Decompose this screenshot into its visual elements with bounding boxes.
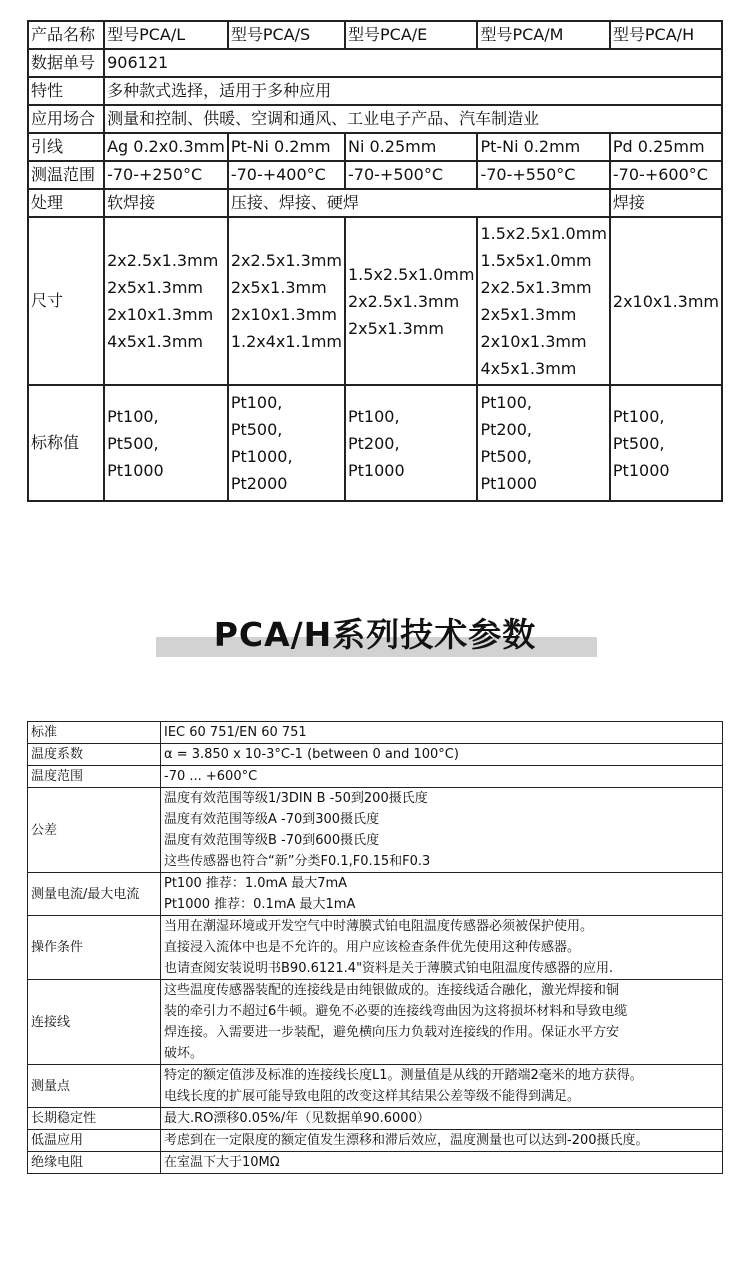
cell-line: 2x2.5x1.3mm bbox=[348, 291, 460, 311]
lead-cell: Ni 0.25mm bbox=[345, 133, 477, 161]
tech-row-value bbox=[161, 766, 723, 788]
row-label: 引线 bbox=[28, 133, 104, 161]
tech-row-label: 操作条件 bbox=[28, 916, 161, 980]
tech-row-value bbox=[161, 916, 723, 980]
cell-line: 2x2.5x1.3mm bbox=[107, 251, 219, 270]
application-row bbox=[28, 105, 722, 133]
tech-row-value bbox=[161, 1108, 723, 1130]
tech-row-line: -70 ... +600°C bbox=[164, 769, 258, 784]
cell-line: 2x2.5x1.3mm bbox=[230, 251, 342, 270]
tech-row-line: Pt1000 推荐：0.1mA 最大1mA bbox=[164, 897, 356, 912]
row-label: 测温范围 bbox=[28, 161, 104, 189]
cell-line: Pt100, bbox=[612, 406, 665, 426]
tech-row bbox=[28, 788, 723, 873]
row-label: 处理 bbox=[28, 189, 104, 217]
cell-line: 1.5x2.5x1.0mm bbox=[348, 264, 475, 284]
tech-row-label: 绝缘电阻 bbox=[28, 1152, 161, 1174]
tech-row-label: 低温应用 bbox=[28, 1130, 161, 1152]
tech-row-line: 温度有效范围等级A -70到300摄氏度 bbox=[164, 812, 380, 827]
tech-row-line: 焊连接。入需要进一步装配，避免横向压力负载对连接线的作用。保证水平方安 bbox=[164, 1025, 620, 1040]
tech-row-line: 这些温度传感器装配的连接线是由纯银做成的。连接线适合融化，激光焊接和铜 bbox=[164, 983, 620, 998]
cell-line: Pt100, bbox=[480, 393, 532, 412]
size-cell bbox=[345, 217, 477, 385]
process-cell: 压接、焊接、硬焊 bbox=[228, 189, 610, 217]
cell-line: Pt2000 bbox=[230, 474, 288, 493]
data-no-row bbox=[28, 49, 722, 77]
tech-params-table bbox=[27, 721, 723, 1174]
cell-line: Pt100, bbox=[230, 393, 283, 412]
tech-row bbox=[28, 1152, 723, 1174]
cell-line: 2x10x1.3mm bbox=[230, 305, 337, 324]
nominal-cell bbox=[345, 385, 477, 501]
size-cell bbox=[104, 217, 228, 385]
tech-row-line: 电线长度的扩展可能导致电阻的改变这样其结果公差等级不能得到满足。 bbox=[164, 1089, 581, 1104]
cell-line: 4x5x1.3mm bbox=[107, 332, 204, 351]
cell-line: 1.5x5x1.0mm bbox=[480, 251, 592, 270]
cell-line: Pt1000 bbox=[612, 460, 670, 480]
tech-row-line: α = 3.850 x 10-3°C-1 (between 0 and 100°C) bbox=[164, 747, 459, 762]
cell-line: Pt500, bbox=[107, 433, 159, 453]
cell-line: Pt100, bbox=[107, 406, 159, 426]
lead-cell: Ag 0.2x0.3mm bbox=[104, 133, 228, 161]
header-cell: 型号PCA/H bbox=[610, 21, 722, 49]
tech-row-line: 最大.RO漂移0.05%/年（见数据单90.6000） bbox=[164, 1111, 430, 1126]
cell-line: 1.5x2.5x1.0mm bbox=[480, 224, 607, 243]
tech-row-line: 当用在潮湿环境或开发空气中时薄膜式铂电阻温度传感器必须被保护使用。 bbox=[164, 919, 594, 934]
row-label: 特性 bbox=[28, 77, 104, 105]
tech-row-value bbox=[161, 1065, 723, 1108]
row-label: 尺寸 bbox=[28, 217, 104, 385]
tech-row-label: 长期稳定性 bbox=[28, 1108, 161, 1130]
range-cell: -70-+500°C bbox=[345, 161, 477, 189]
feature-row bbox=[28, 77, 722, 105]
row-label: 标称值 bbox=[28, 385, 104, 501]
row-label: 应用场合 bbox=[28, 105, 104, 133]
header-cell: 型号PCA/M bbox=[477, 21, 609, 49]
cell-line: Pt500, bbox=[230, 420, 283, 439]
range-cell: -70-+400°C bbox=[228, 161, 345, 189]
tech-row-line: 直接浸入流体中也是不允许的。用户应该检查条件优先使用这种传感器。 bbox=[164, 940, 581, 955]
tech-row-label: 温度系数 bbox=[28, 744, 161, 766]
tech-row-line: 装的牵引力不超过6牛顿。避免不必要的连接线弯曲因为这将损坏材料和导致电缆 bbox=[164, 1004, 628, 1019]
cell-line: Pt1000 bbox=[480, 474, 538, 493]
tech-row-value bbox=[161, 1152, 723, 1174]
size-row bbox=[28, 217, 722, 385]
header-cell: 产品名称 bbox=[28, 21, 104, 49]
data-no-value: 906121 bbox=[104, 49, 722, 77]
tech-row-line: Pt100 推荐：1.0mA 最大7mA bbox=[164, 876, 348, 891]
lead-cell: Pt-Ni 0.2mm bbox=[477, 133, 609, 161]
application-value: 测量和控制、供暖、空调和通风、工业电子产品、汽车制造业 bbox=[104, 105, 722, 133]
cell-line: Pt1000 bbox=[348, 460, 405, 480]
tech-row-value bbox=[161, 722, 723, 744]
tech-row-line: 温度有效范围等级B -70到600摄氏度 bbox=[164, 833, 380, 848]
tech-row-label: 测量点 bbox=[28, 1065, 161, 1108]
cell-line: 1.2x4x1.1mm bbox=[230, 332, 342, 351]
tech-row-line: 特定的额定值涉及标准的连接线长度L1。测量值是从线的开踏端2毫米的地方获得。 bbox=[164, 1068, 643, 1083]
cell-line: 2x10x1.3mm bbox=[480, 332, 587, 351]
tech-row-label: 标准 bbox=[28, 722, 161, 744]
nominal-cell bbox=[104, 385, 228, 501]
cell-line: Pt1000, bbox=[230, 447, 293, 466]
section-title bbox=[0, 612, 750, 662]
cell-line: Pt200, bbox=[480, 420, 532, 439]
lead-cell: Pd 0.25mm bbox=[610, 133, 722, 161]
process-row bbox=[28, 189, 722, 217]
process-cell: 焊接 bbox=[610, 189, 722, 217]
header-cell: 型号PCA/L bbox=[104, 21, 228, 49]
tech-row-value bbox=[161, 873, 723, 916]
nominal-cell bbox=[228, 385, 345, 501]
size-cell bbox=[477, 217, 609, 385]
tech-row-line: 也请查阅安装说明书B90.6121.4"资料是关于薄膜式铂电阻温度传感器的应用. bbox=[164, 961, 614, 976]
cell-line: Pt1000 bbox=[107, 460, 164, 480]
feature-value: 多种款式选择，适用于多种应用 bbox=[104, 77, 722, 105]
cell-line: Pt500, bbox=[480, 447, 532, 466]
cell-line: Pt200, bbox=[348, 433, 400, 453]
nominal-cell bbox=[610, 385, 722, 501]
tech-row bbox=[28, 916, 723, 980]
tech-row-line: 破坏。 bbox=[164, 1046, 204, 1061]
tech-row-label: 温度范围 bbox=[28, 766, 161, 788]
nominal-cell bbox=[477, 385, 609, 501]
tech-row-label: 连接线 bbox=[28, 980, 161, 1065]
header-cell: 型号PCA/S bbox=[228, 21, 345, 49]
lead-row bbox=[28, 133, 722, 161]
tech-row-line: 考虑到在一定限度的额定值发生漂移和滞后效应，温度测量也可以达到-200摄氏度。 bbox=[164, 1133, 649, 1148]
tech-row-line: IEC 60 751/EN 60 751 bbox=[164, 725, 307, 740]
process-cell: 软焊接 bbox=[104, 189, 228, 217]
range-row bbox=[28, 161, 722, 189]
header-row bbox=[28, 21, 722, 49]
tech-row-line: 温度有效范围等级1/3DIN B -50到200摄氏度 bbox=[164, 791, 428, 806]
cell-line: 4x5x1.3mm bbox=[480, 359, 577, 378]
tech-row-line: 这些传感器也符合“新”分类F0.1,F0.15和F0.3 bbox=[164, 854, 431, 869]
size-cell bbox=[610, 217, 722, 385]
tech-row-line: 在室温下大于10MΩ bbox=[164, 1155, 280, 1170]
cell-line: Pt500, bbox=[612, 433, 665, 453]
cell-line: 2x5x1.3mm bbox=[230, 278, 327, 297]
tech-row bbox=[28, 1065, 723, 1108]
range-cell: -70-+600°C bbox=[610, 161, 722, 189]
header-cell: 型号PCA/E bbox=[345, 21, 477, 49]
cell-line: 2x5x1.3mm bbox=[348, 318, 444, 338]
range-cell: -70-+550°C bbox=[477, 161, 609, 189]
tech-row-value bbox=[161, 788, 723, 873]
cell-line: 2x10x1.3mm bbox=[107, 305, 214, 324]
cell-line: 2x5x1.3mm bbox=[107, 278, 204, 297]
nominal-row bbox=[28, 385, 722, 501]
tech-row bbox=[28, 744, 723, 766]
cell-line: 2x10x1.3mm bbox=[612, 291, 719, 311]
size-cell bbox=[228, 217, 345, 385]
row-label: 数据单号 bbox=[28, 49, 104, 77]
lead-cell: Pt-Ni 0.2mm bbox=[228, 133, 345, 161]
tech-row bbox=[28, 873, 723, 916]
tech-row bbox=[28, 722, 723, 744]
tech-row bbox=[28, 1108, 723, 1130]
section-title-text: PCA/H系列技术参数 bbox=[213, 615, 537, 654]
cell-line: 2x2.5x1.3mm bbox=[480, 278, 592, 297]
tech-row-label: 公差 bbox=[28, 788, 161, 873]
cell-line: Pt100, bbox=[348, 406, 400, 426]
tech-row-label: 测量电流/最大电流 bbox=[28, 873, 161, 916]
tech-row-value bbox=[161, 1130, 723, 1152]
tech-row bbox=[28, 1130, 723, 1152]
range-cell: -70-+250°C bbox=[104, 161, 228, 189]
tech-row bbox=[28, 766, 723, 788]
tech-row bbox=[28, 980, 723, 1065]
tech-row-value bbox=[161, 980, 723, 1065]
tech-row-value bbox=[161, 744, 723, 766]
cell-line: 2x5x1.3mm bbox=[480, 305, 577, 324]
product-spec-table bbox=[27, 20, 723, 502]
